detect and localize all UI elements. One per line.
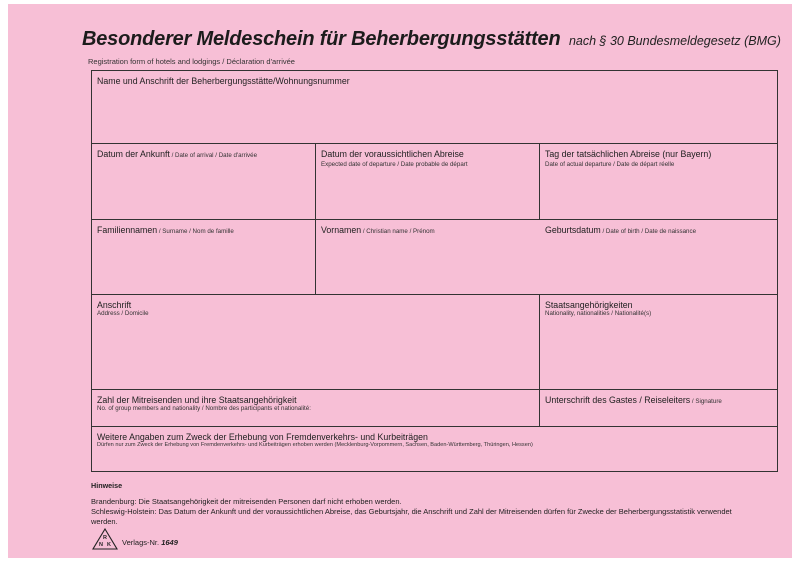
field-actual-departure-sublabel: Date of actual departure / Date de départ réelle	[545, 161, 675, 168]
logo-letter-n: N	[99, 542, 103, 548]
logo-letter-r: R	[103, 535, 107, 541]
form-title-suffix: nach § 30 Bundesmeldegesetz (BMG)	[568, 34, 781, 48]
publisher-logo	[92, 528, 118, 550]
form-title-main: Besonderer Meldeschein für Beherbergungsstätten	[82, 28, 561, 50]
publisher-number-value: 1649	[161, 538, 178, 547]
field-nationality[interactable]	[540, 295, 777, 390]
field-surname-label: Familiennamen / Surname / Nom de famille	[97, 225, 234, 235]
publisher-label: Verlags-Nr.	[122, 538, 160, 547]
note-line: Schleswig-Holstein: Das Datum der Ankunft und der voraussichtlichen Abreise, das Geburtsjahr, die Anschrift und Zahl der Mitreisenden dürfen für Zwecke der Beherbergungsstatistik verwendet	[91, 507, 732, 516]
field-expected-departure-label: Datum der voraussichtlichen Abreise	[321, 149, 464, 159]
field-first-name[interactable]	[316, 220, 540, 295]
field-expected-departure-sublabel: Expected date of departure / Date probable de départ	[321, 161, 468, 168]
field-surname[interactable]	[92, 220, 316, 295]
form-subtitle: Registration form of hotels and lodgings / Déclaration d'arrivée	[88, 57, 295, 66]
note-line: Brandenburg: Die Staatsangehörigkeit der mitreisenden Personen darf nicht erhoben werden.	[91, 497, 402, 506]
field-expected-departure[interactable]	[316, 144, 540, 220]
field-actual-departure-label: Tag der tatsächlichen Abreise (nur Bayern)	[545, 149, 712, 159]
registration-form-sheet	[8, 4, 792, 558]
field-address[interactable]	[92, 295, 540, 390]
field-birth-date-label: Geburtsdatum / Date of birth / Date de naissance	[545, 225, 697, 235]
form-grid	[91, 70, 778, 472]
logo-letter-k: K	[107, 542, 111, 548]
field-arrival-date-label: Datum der Ankunft / Date of arrival / Date d'arrivée	[97, 149, 258, 159]
field-actual-departure[interactable]	[540, 144, 777, 220]
field-name-address-label: Name und Anschrift der Beherbergungsstätte/Wohnungsnummer	[97, 76, 350, 86]
field-arrival-date[interactable]	[92, 144, 316, 220]
field-nationality-label: Staatsangehörigkeiten	[545, 300, 633, 310]
notes-title: Hinweise	[91, 481, 123, 490]
field-address-sublabel: Address / Domicile	[97, 310, 149, 317]
field-first-name-label: Vornamen / Christian name / Prénom	[321, 225, 435, 235]
field-name-address[interactable]	[92, 71, 777, 144]
field-group-members-label: Zahl der Mitreisenden und ihre Staatsangehörigkeit	[97, 395, 297, 405]
field-address-label: Anschrift	[97, 300, 132, 310]
field-nationality-sublabel: Nationality, nationalities / Nationalité(s)	[545, 310, 652, 317]
field-signature-label: Unterschrift des Gastes / Reiseleiters / Signature	[545, 395, 722, 405]
field-signature[interactable]	[540, 390, 777, 427]
publisher-number	[122, 538, 178, 547]
field-group-members[interactable]	[92, 390, 540, 427]
field-further-info-label: Weitere Angaben zum Zweck der Erhebung von Fremdenverkehrs- und Kurbeiträgen	[97, 432, 428, 442]
field-group-members-sublabel: No. of group members and nationality / Nombre des participants et nationalité:	[97, 405, 311, 412]
note-line: werden.	[91, 517, 118, 526]
field-further-info[interactable]	[92, 427, 777, 471]
field-further-info-sublabel: Dürfen nur zum Zweck der Erhebung von Fremdenverkehrs- und Kurbeiträgen erhoben werden (Mecklenburg-Vorpommern, Sachsen, Baden-Württemberg, Thüringen, Hessen)	[97, 442, 533, 448]
field-birth-date[interactable]	[540, 220, 777, 295]
notes-section	[91, 481, 732, 527]
form-title	[82, 28, 781, 51]
